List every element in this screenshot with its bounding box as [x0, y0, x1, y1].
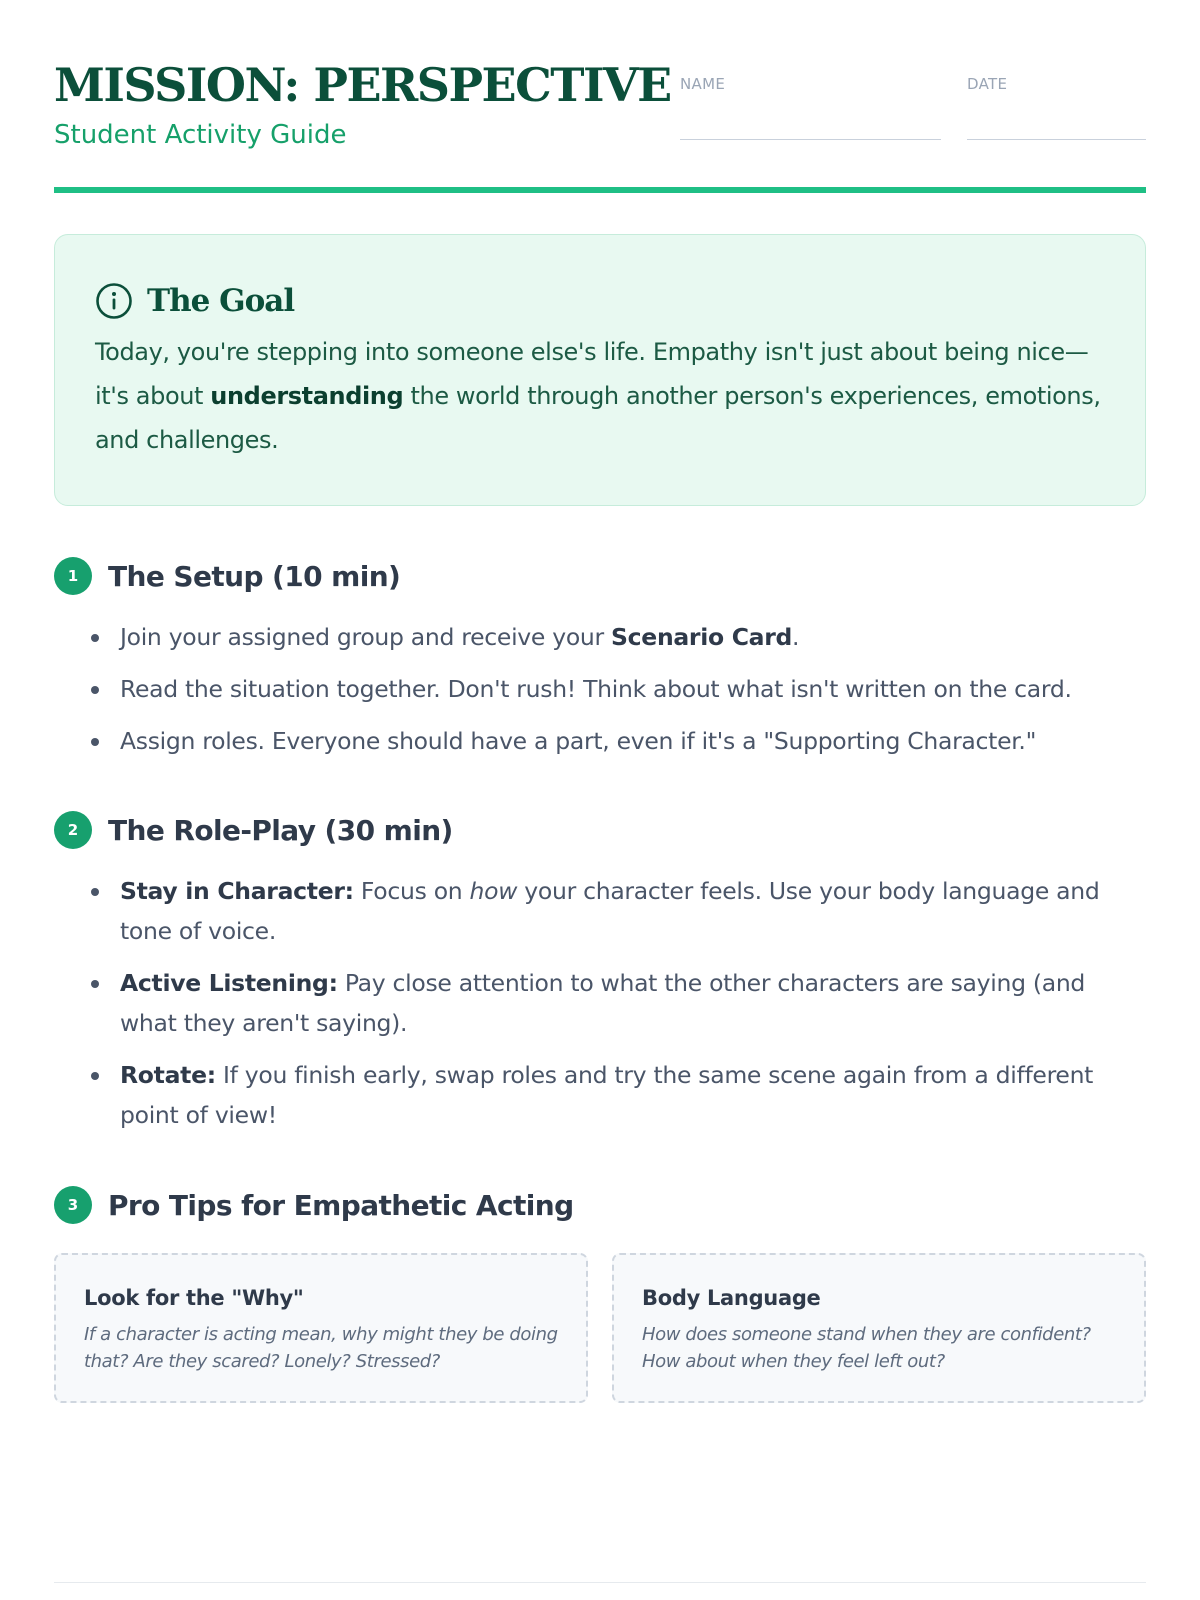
item-emphasis: Stay in Character: — [120, 877, 354, 905]
section-heading-setup — [54, 556, 400, 596]
item-emphasis: Active Listening: — [120, 969, 338, 997]
tip-card — [612, 1253, 1146, 1403]
section-title: The Setup (10 min) — [108, 559, 401, 593]
list-item — [54, 669, 1146, 709]
item-text: If you finish early, swap roles and try the same scene again from a different point of view! — [120, 1061, 1094, 1129]
section-heading-roleplay — [54, 810, 453, 850]
item-text: Assign roles. Everyone should have a part, even if it's a "Supporting Character." — [120, 727, 1037, 755]
footer-divider — [54, 1582, 1146, 1583]
item-emphasis: Rotate: — [120, 1061, 216, 1089]
name-field[interactable] — [680, 139, 941, 140]
list-item — [54, 721, 1146, 761]
tip-body: How does someone stand when they are confident? How about when they feel left out? — [642, 1324, 1091, 1372]
list-item — [54, 617, 1146, 657]
tip-card — [54, 1253, 588, 1403]
item-text: Read the situation together. Don't rush! Think about what isn't written on the card. — [120, 675, 1072, 703]
item-text: Pay close attention to what the other characters are saying (and what they aren't saying). — [120, 969, 1086, 1037]
section-heading-tips — [54, 1185, 574, 1225]
date-label: DATE — [967, 75, 1008, 93]
list-item — [54, 1055, 1146, 1135]
name-label: NAME — [680, 75, 726, 93]
info-circle-icon — [95, 282, 133, 320]
item-text: Focus on — [353, 877, 470, 905]
item-italic: how — [469, 877, 518, 905]
step-number-badge: 2 — [54, 811, 92, 849]
list-item — [54, 963, 1146, 1043]
date-field[interactable] — [967, 139, 1146, 140]
goal-text-part: the world through another person's experiences, emotions, and challenges. — [95, 382, 1101, 454]
tip-body: If a character is acting mean, why might they be doing that? Are they scared? Lonely? Stressed? — [84, 1324, 558, 1372]
tip-title: Body Language — [642, 1286, 821, 1310]
header — [54, 55, 1146, 190]
goal-text — [95, 330, 1105, 462]
list-item — [54, 871, 1146, 951]
section-title: Pro Tips for Empathetic Acting — [108, 1188, 574, 1222]
goal-text-emphasis: understanding — [210, 382, 404, 410]
item-text: . — [792, 623, 800, 651]
roleplay-list — [54, 871, 1146, 1147]
goal-title: The Goal — [147, 283, 295, 319]
tip-title: Look for the "Why" — [84, 1286, 304, 1310]
item-emphasis: Scenario Card — [611, 623, 793, 651]
goal-callout — [54, 234, 1146, 506]
item-text: Join your assigned group and receive your — [120, 623, 612, 651]
page-subtitle: Student Activity Guide — [54, 120, 347, 150]
section-title: The Role-Play (30 min) — [108, 813, 453, 847]
header-divider — [54, 187, 1146, 193]
item-text: your character feels. Use your body language and tone of voice. — [120, 877, 1100, 945]
goal-heading — [95, 281, 294, 321]
goal-text-part: Today, you're stepping into someone else's life. Empathy isn't just about being nice—it's about — [95, 338, 1089, 410]
page-title: MISSION: PERSPECTIVE — [54, 58, 671, 112]
worksheet-page — [54, 0, 1146, 1600]
step-number-badge: 1 — [54, 557, 92, 595]
step-number-badge: 3 — [54, 1186, 92, 1224]
setup-list — [54, 617, 1146, 773]
